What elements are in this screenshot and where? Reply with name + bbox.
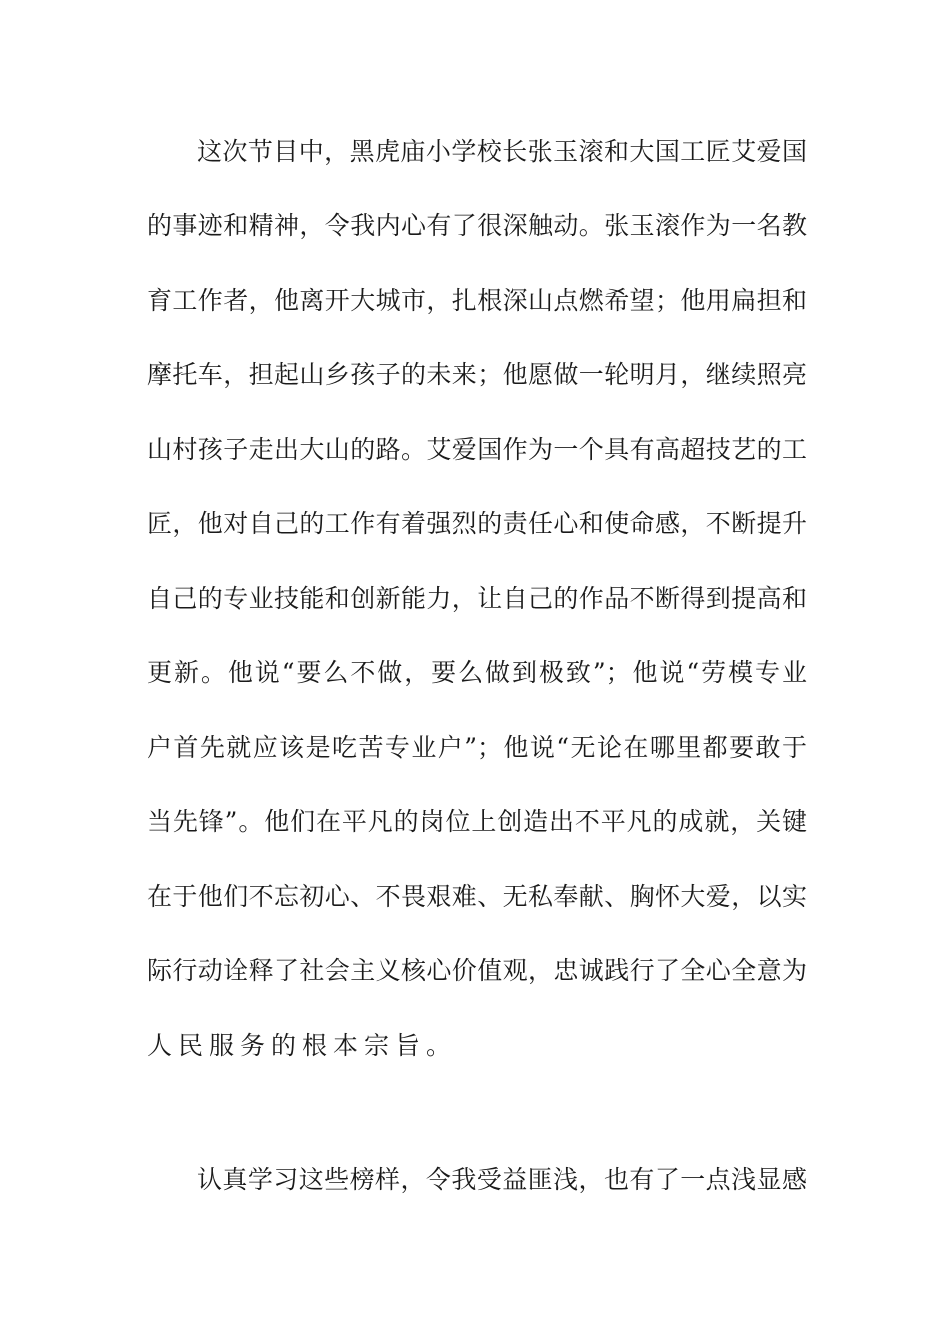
paragraph-1-line-1: 这次节目中，黑虎庙小学校长张玉滚和大国工匠艾爱国 <box>197 137 807 166</box>
paragraph-1-line-7: 自己的专业技能和创新能力，让自己的作品不断得到提高和 <box>147 584 807 613</box>
paragraph-2-line-1: 认真学习这些榜样，令我受益匪浅，也有了一点浅显感 <box>197 1165 807 1194</box>
paragraph-1-line-2: 的事迹和精神，令我内心有了很深触动。张玉滚作为一名教 <box>147 211 807 240</box>
paragraph-1-line-4: 摩托车，担起山乡孩子的未来；他愿做一轮明月，继续照亮 <box>147 360 807 389</box>
paragraph-1-line-13: 人民服务的根本宗旨。 <box>147 1031 458 1060</box>
paragraph-1-line-3: 育工作者，他离开大城市，扎根深山点燃希望；他用扁担和 <box>147 286 807 315</box>
paragraph-1-line-10: 当先锋”。他们在平凡的岗位上创造出不平凡的成就，关键 <box>147 807 807 836</box>
paragraph-1-line-5: 山村孩子走出大山的路。艾爱国作为一个具有高超技艺的工 <box>147 435 807 464</box>
paragraph-1-line-11: 在于他们不忘初心、不畏艰难、无私奉献、胸怀大爱，以实 <box>147 882 807 911</box>
paragraph-1-line-8: 更新。他说“要么不做，要么做到极致”；他说“劳模专业 <box>147 658 807 687</box>
paragraph-1-line-6: 匠，他对自己的工作有着强烈的责任心和使命感，不断提升 <box>147 509 807 538</box>
paragraph-1-line-9: 户首先就应该是吃苦专业户”；他说“无论在哪里都要敢于 <box>147 733 807 762</box>
paragraph-1-line-12: 际行动诠释了社会主义核心价值观，忠诚践行了全心全意为 <box>147 956 807 985</box>
